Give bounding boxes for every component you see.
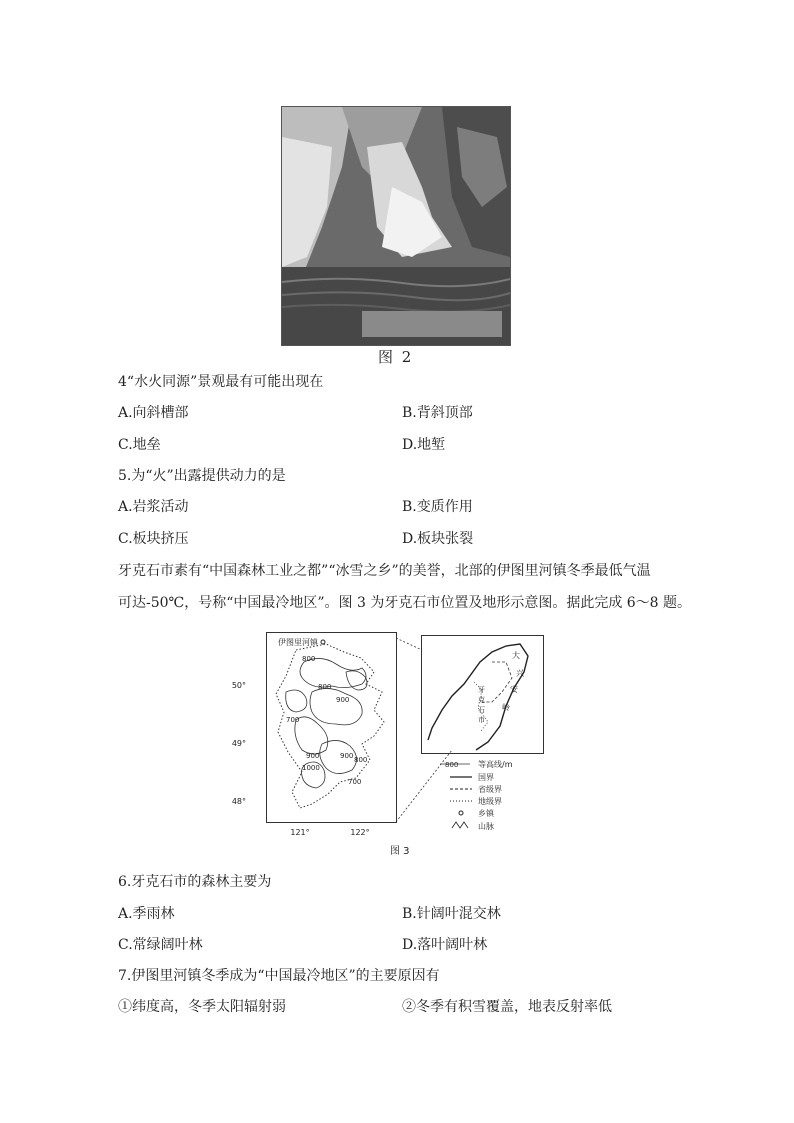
contour-label: 800 bbox=[354, 756, 368, 764]
q4-option-a: A.向斜槽部 bbox=[118, 405, 189, 421]
q5-option-c: C.板块挤压 bbox=[118, 531, 189, 547]
lat-label: 49° bbox=[231, 739, 246, 748]
contour-label: 700 bbox=[286, 716, 300, 724]
figure3-caption: 图 3 bbox=[390, 846, 410, 857]
legend-label: 山脉 bbox=[478, 822, 494, 831]
city-char: 牙 bbox=[478, 686, 485, 694]
q7-item-1: ①纬度高，冬季太阳辐射弱 bbox=[118, 999, 286, 1015]
q4-option-c: C.地垒 bbox=[118, 437, 161, 453]
q5-option-b: B.变质作用 bbox=[402, 499, 473, 515]
lon-label: 121° bbox=[290, 828, 310, 837]
q6-option-d: D.落叶阔叶林 bbox=[402, 937, 488, 953]
legend-label: 乡镇 bbox=[478, 809, 494, 818]
legend-label: 省级界 bbox=[478, 785, 502, 794]
q5-option-d: D.板块张裂 bbox=[402, 531, 474, 547]
inset-map-frame bbox=[422, 636, 544, 754]
city-char: 市 bbox=[478, 716, 485, 724]
contour-label: 1000 bbox=[302, 764, 320, 772]
connector-line bbox=[396, 638, 422, 650]
mountain-char: 大 bbox=[512, 651, 520, 660]
lat-label: 48° bbox=[231, 797, 246, 806]
q6-option-a: A.季雨林 bbox=[118, 906, 175, 922]
contour-line bbox=[286, 690, 307, 712]
contour-label: 900 bbox=[336, 696, 350, 704]
legend-label: 国界 bbox=[478, 773, 494, 782]
q6-option-b: B.针阔叶混交林 bbox=[402, 906, 501, 922]
mountain-char: 岭 bbox=[502, 703, 510, 712]
legend-label: 等高线/m bbox=[478, 760, 513, 769]
lon-label: 122° bbox=[350, 828, 370, 837]
figure2-caption: 图 2 bbox=[378, 348, 414, 366]
contour-label: 800 bbox=[302, 655, 316, 663]
contour-label: 900 bbox=[306, 752, 320, 760]
town-marker bbox=[321, 640, 325, 644]
legend-town-symbol bbox=[459, 811, 463, 815]
passage-line-2: 可达-50℃，号称“中国最冷地区”。图 3 为牙克石市位置及地形示意图。据此完成 6～8 题。 bbox=[118, 595, 692, 611]
connector-line bbox=[396, 750, 452, 822]
contour-label: 700 bbox=[348, 778, 362, 786]
legend-mountain-symbol bbox=[452, 822, 468, 828]
q4-option-b: B.背斜顶部 bbox=[402, 405, 473, 421]
mountain-char: 安 bbox=[510, 685, 518, 694]
q5-option-a: A.岩浆活动 bbox=[118, 499, 189, 515]
figure3-map bbox=[231, 632, 548, 844]
passage-line-1: 牙克石市素有“中国森林工业之都”“冰雪之乡”的美誉，北部的伊图里河镇冬季最低气温 bbox=[118, 563, 651, 579]
figure3-map-svg bbox=[231, 632, 548, 844]
city-char: 石 bbox=[478, 706, 485, 714]
q7-item-2: ②冬季有积雪覆盖，地表反射率低 bbox=[402, 999, 612, 1015]
town-label: 伊图里河镇 bbox=[278, 638, 318, 647]
contour-line bbox=[310, 688, 362, 724]
mountain-char: 兴 bbox=[516, 669, 524, 678]
q4-stem: 4“水火同源”景观最有可能出现在 bbox=[118, 374, 324, 390]
city-char: 克 bbox=[478, 696, 485, 704]
q6-option-c: C.常绿阔叶林 bbox=[118, 937, 203, 953]
county-boundary bbox=[276, 644, 384, 808]
lat-label: 50° bbox=[231, 681, 246, 690]
q7-stem: 7.伊图里河镇冬季成为“中国最冷地区”的主要原因有 bbox=[118, 968, 440, 984]
contour-line bbox=[295, 717, 328, 754]
q6-stem: 6.牙克石市的森林主要为 bbox=[118, 874, 272, 890]
contour-label: 800 bbox=[318, 683, 332, 691]
q5-stem: 5.为“火”出露提供动力的是 bbox=[118, 468, 286, 484]
legend bbox=[440, 759, 513, 831]
contour-label: 900 bbox=[340, 752, 354, 760]
figure2-photo-art bbox=[282, 107, 510, 345]
legend-contour-sample: 800 bbox=[445, 761, 459, 769]
legend-label: 地级界 bbox=[478, 797, 502, 806]
q4-option-d: D.地堑 bbox=[402, 437, 446, 453]
figure2-photo bbox=[281, 106, 511, 346]
